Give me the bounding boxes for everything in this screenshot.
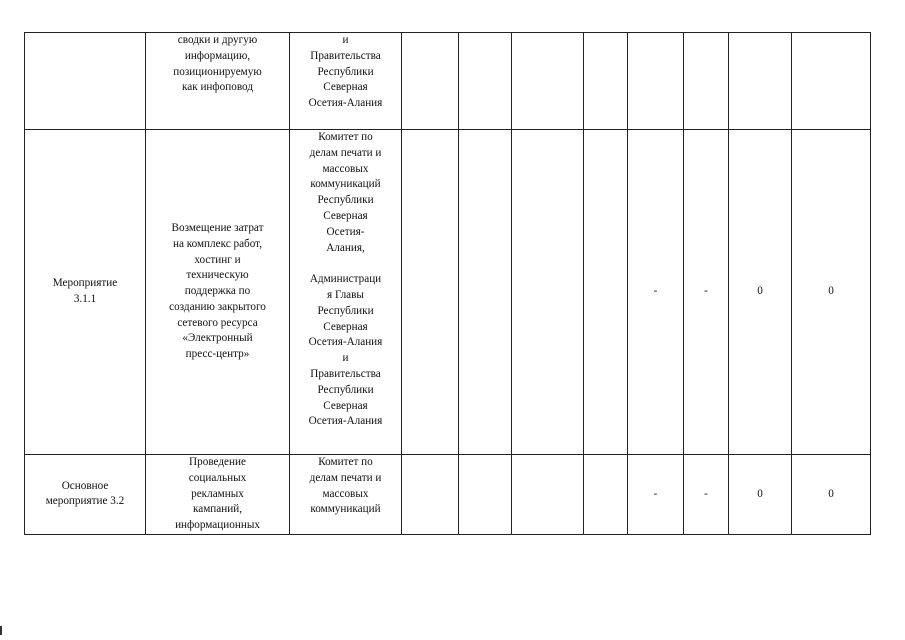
value-7: 0 [757,487,763,500]
table-row [25,33,871,130]
measure-name-cell [25,455,146,535]
value-6: - [704,487,708,500]
executor: Комитет по делам печати и массовых коммуникаций Республики Северная Осетия- Алания, Администраци я Главы Республики Северная Осетия-Алания и Правительства Республики Северная Осетия-Алания [308,131,383,428]
executor: Комитет по делам печати и массовых коммуникаций [309,456,382,516]
measure-name-cell [25,33,146,130]
measure-name: Основное мероприятие 3.2 [45,479,125,508]
value-5: - [653,285,658,298]
program-table [24,32,871,535]
measure-description: Возмещение затрат на комплекс работ, хостинг и техническую поддержка по созданию закрытого сетевого ресурса «Электронный пресс-центр» [169,221,266,361]
value-cell-6 [684,130,729,455]
value-cell-4 [584,130,628,455]
value-cell-8 [792,455,871,535]
value-cell-8 [792,33,871,130]
value-6: - [704,285,708,298]
value-cell-7 [729,130,792,455]
measure-description: Проведение социальных рекламных кампаний, информационных [175,456,260,532]
value-cell-7 [729,455,792,535]
value-cell-3 [512,455,584,535]
value-5: - [653,487,658,500]
value-cell-5 [628,455,684,535]
executor: и Правительства Республики Северная Осетия-Алания [308,34,383,110]
measure-name: Мероприятие 3.1.1 [52,277,118,305]
value-cell-8 [792,130,871,455]
measure-name-cell [25,130,146,455]
value-cell-2 [459,455,512,535]
value-cell-5 [628,33,684,130]
value-cell-4 [584,33,628,130]
table-row [25,130,871,455]
measure-description: сводки и другую информацию, позиционируемую как инфоповод [173,34,262,94]
measure-description-cell [146,455,290,535]
measure-description-cell [146,130,290,455]
value-cell-5 [628,130,684,455]
value-cell-2 [459,130,512,455]
value-cell-3 [512,33,584,130]
executor-cell [290,33,402,130]
value-cell-3 [512,130,584,455]
value-cell-6 [684,33,729,130]
value-cell-2 [459,33,512,130]
value-cell-1 [402,130,459,455]
value-cell-1 [402,455,459,535]
executor-cell [290,130,402,455]
value-cell-1 [402,33,459,130]
measure-description-cell [146,33,290,130]
value-8: 0 [828,285,834,298]
scan-edge-mark [0,626,2,635]
value-cell-7 [729,33,792,130]
value-7: 0 [757,285,763,298]
executor-cell [290,455,402,535]
value-cell-4 [584,455,628,535]
value-cell-6 [684,455,729,535]
value-8: 0 [828,487,834,500]
table-row [25,455,871,535]
